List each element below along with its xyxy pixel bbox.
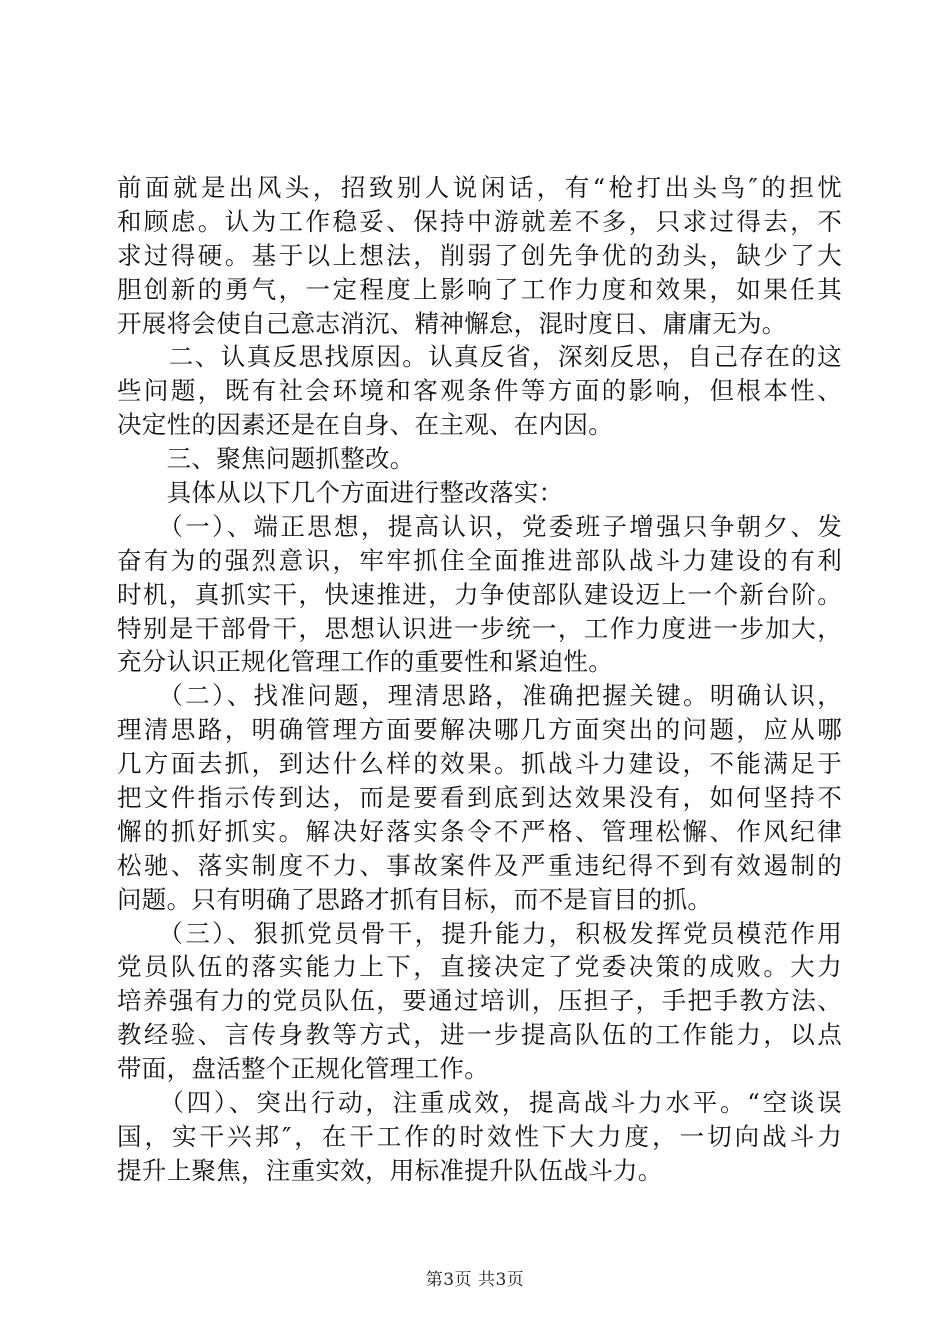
text-line: 时机，真抓实干，快速推进，力争使部队建设迈上一个新台阶。 bbox=[117, 579, 842, 609]
text-line: 胆创新的勇气，一定程度上影响了工作力度和效果，如果任其 bbox=[117, 274, 842, 304]
text-line: （三）、狠抓党员骨干，提升能力，积极发挥党员模范作用 bbox=[117, 918, 842, 948]
text-line: 和顾虑。认为工作稳妥、保持中游就差不多，只求过得去，不 bbox=[117, 206, 842, 236]
text-line: 国，实干兴邦″，在干工作的时效性下大力度，一切向战斗力 bbox=[117, 1121, 842, 1151]
text-line: 懈的抓好抓实。解决好落实条令不严格、管理松懈、作风纪律 bbox=[117, 816, 842, 846]
text-line: 几方面去抓，到达什么样的效果。抓战斗力建设，不能满足于 bbox=[117, 749, 842, 779]
text-line: 问题。只有明确了思路才抓有目标，而不是盲目的抓。 bbox=[117, 884, 713, 914]
text-line: 提升上聚焦，注重实效，用标准提升队伍战斗力。 bbox=[117, 1155, 663, 1185]
text-line: 求过得硬。基于以上想法，削弱了创先争优的劲头，缺少了大 bbox=[117, 240, 842, 270]
text-line: 二、认真反思找原因。认真反省，深刻反思，自己存在的这 bbox=[117, 342, 842, 372]
text-line: 理清思路，明确管理方面要解决哪几方面突出的问题，应从哪 bbox=[117, 715, 842, 745]
text-line: 充分认识正规化管理工作的重要性和紧迫性。 bbox=[117, 647, 613, 677]
text-line: 具体从以下几个方面进行整改落实： bbox=[117, 478, 564, 508]
text-line: 奋有为的强烈意识，牢牢抓住全面推进部队战斗力建设的有利 bbox=[117, 545, 842, 575]
text-line: 把文件指示传到达，而是要看到底到达效果没有，如何坚持不 bbox=[117, 783, 842, 813]
text-line: 前面就是出风头，招致别人说闲话，有“枪打出头鸟″的担忧 bbox=[117, 173, 842, 202]
text-line: （二）、找准问题，理清思路，准确把握关键。明确认识， bbox=[117, 681, 842, 711]
text-line: 教经验、言传身教等方式，进一步提高队伍的工作能力，以点 bbox=[117, 1020, 842, 1050]
text-line: 开展将会使自己意志消沉、精神懈怠，混时度日、庸庸无为。 bbox=[117, 308, 787, 338]
text-line: 些问题，既有社会环境和客观条件等方面的影响，但根本性、 bbox=[117, 376, 842, 406]
text-line: 党员队伍的落实能力上下，直接决定了党委决策的成败。大力 bbox=[117, 952, 842, 982]
text-line: 带面，盘活整个正规化管理工作。 bbox=[117, 1054, 489, 1084]
section-heading: 三、聚焦问题抓整改。 bbox=[117, 444, 415, 474]
document-body bbox=[117, 171, 842, 1188]
text-line: 培养强有力的党员队伍，要通过培训，压担子，手把手教方法、 bbox=[117, 986, 842, 1016]
text-line: （一）、端正思想，提高认识，党委班子增强只争朝夕、发 bbox=[117, 511, 842, 541]
text-line: 特别是干部骨干，思想认识进一步统一，工作力度进一步加大， bbox=[117, 613, 842, 643]
text-line: 松驰、落实制度不力、事故案件及严重违纪得不到有效遏制的 bbox=[117, 850, 842, 880]
text-line: 决定性的因素还是在自身、在主观、在内因。 bbox=[117, 410, 613, 440]
text-line: （四）、突出行动，注重成效，提高战斗力水平。“空谈误 bbox=[117, 1088, 842, 1118]
page-number-footer: 第3页 共3页 bbox=[425, 1270, 525, 1290]
